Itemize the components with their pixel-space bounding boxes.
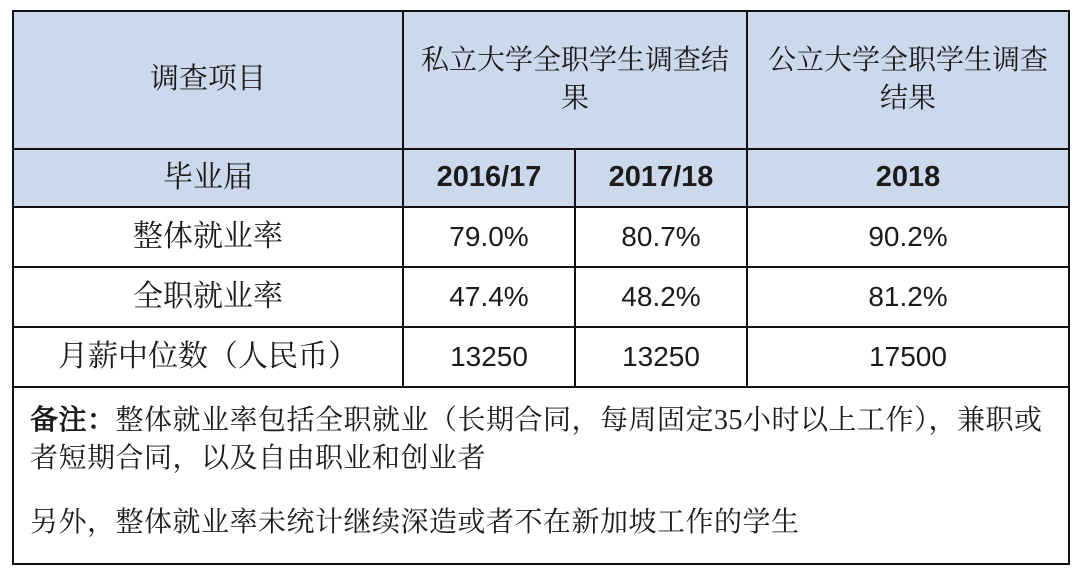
note-secondary	[30, 504, 1052, 542]
cell-fulltime-private-b: 48.2%	[575, 267, 747, 327]
note-label: 备注：	[30, 405, 116, 436]
cell-overall-public: 90.2%	[747, 207, 1069, 267]
graduation-year-row	[13, 149, 1069, 207]
cell-fulltime-private-a: 47.4%	[403, 267, 575, 327]
survey-results-table	[12, 10, 1070, 565]
header-survey-item: 调查项目	[13, 11, 403, 149]
table-row	[13, 327, 1069, 387]
cell-salary-private-b: 13250	[575, 327, 747, 387]
year-private-2017-18: 2017/18	[575, 149, 747, 207]
note-text-2: 另外，整体就业率未统计继续深造或者不在新加坡工作的学生	[30, 506, 800, 538]
header-public-university: 公立大学全职学生调查结果	[747, 11, 1069, 149]
cell-fulltime-public: 81.2%	[747, 267, 1069, 327]
year-public-2018: 2018	[747, 149, 1069, 207]
table-header-row	[13, 11, 1069, 149]
cell-salary-public: 17500	[747, 327, 1069, 387]
header-private-university: 私立大学全职学生调查结果	[403, 11, 747, 149]
row-label-median-salary: 月薪中位数（人民币）	[13, 327, 403, 387]
row-label-overall-employment: 整体就业率	[13, 207, 403, 267]
cell-overall-private-b: 80.7%	[575, 207, 747, 267]
graduation-year-label: 毕业届	[13, 149, 403, 207]
year-private-2016-17: 2016/17	[403, 149, 575, 207]
cell-salary-private-a: 13250	[403, 327, 575, 387]
row-label-fulltime-employment: 全职就业率	[13, 267, 403, 327]
cell-overall-private-a: 79.0%	[403, 207, 575, 267]
notes-row	[13, 387, 1069, 564]
note-text-1: 整体就业率包括全职就业（长期合同，每周固定35小时以上工作），兼职或者短期合同，以及自由职业和创业者	[30, 405, 1043, 474]
table-row	[13, 267, 1069, 327]
table-row	[13, 207, 1069, 267]
table-notes	[13, 387, 1069, 564]
note-primary	[30, 402, 1052, 478]
